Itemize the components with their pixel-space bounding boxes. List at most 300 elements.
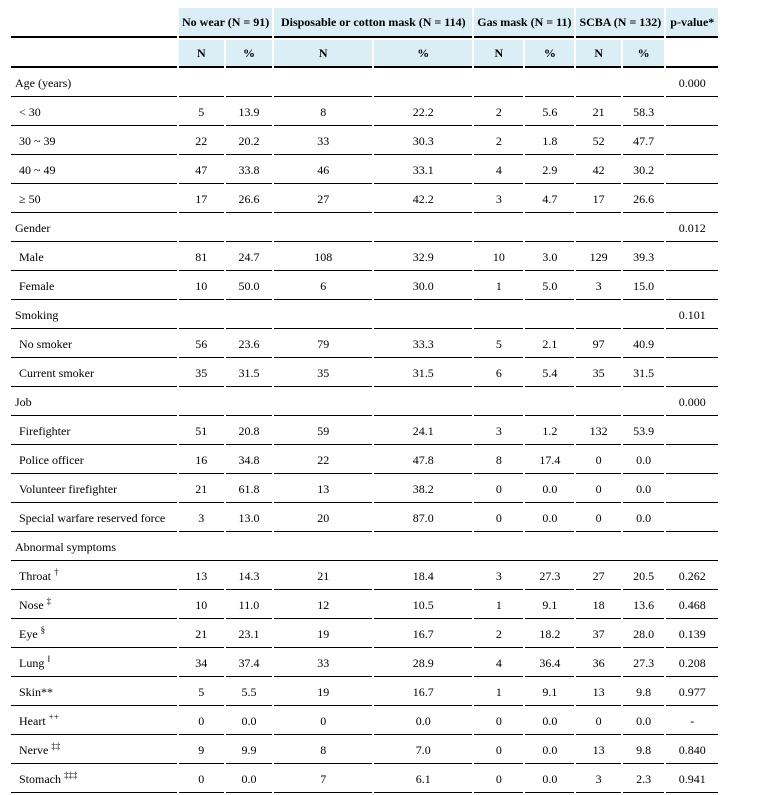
count-cell: 0 xyxy=(576,505,620,532)
table-row xyxy=(11,99,718,126)
percent-cell: 31.5 xyxy=(623,360,664,387)
count-cell: 8 xyxy=(274,737,372,764)
count-cell: 35 xyxy=(179,360,224,387)
p-value-cell: 0.000 xyxy=(666,70,718,97)
count-cell: 10 xyxy=(179,273,224,300)
count-cell: 0 xyxy=(474,505,523,532)
count-cell: 1 xyxy=(474,592,523,619)
percent-cell: 36.4 xyxy=(525,650,574,677)
percent-cell: 30.2 xyxy=(623,157,664,184)
percent-cell: 58.3 xyxy=(623,99,664,126)
count-cell: 10 xyxy=(474,244,523,271)
count-cell: 27 xyxy=(274,186,372,213)
p-value-cell xyxy=(666,331,718,358)
percent-cell: 38.2 xyxy=(374,476,472,503)
section-title: Smoking xyxy=(11,302,177,329)
count-cell: 0 xyxy=(576,447,620,474)
data-table xyxy=(9,6,720,795)
count-cell: 0 xyxy=(474,708,523,735)
percent-cell: 30.0 xyxy=(374,273,472,300)
p-value-cell xyxy=(666,360,718,387)
empty-cell xyxy=(623,215,664,242)
subheader-n: N xyxy=(274,40,372,68)
row-label: Throat xyxy=(19,568,51,583)
count-cell: 21 xyxy=(576,99,620,126)
table-row xyxy=(11,273,718,300)
subheader-pct: % xyxy=(226,40,273,68)
row-label-cell xyxy=(11,244,177,271)
percent-cell: 0.0 xyxy=(374,708,472,735)
percent-cell: 13.9 xyxy=(226,99,273,126)
row-label: Firefighter xyxy=(19,423,71,438)
count-cell: 129 xyxy=(576,244,620,271)
percent-cell: 11.0 xyxy=(226,592,273,619)
count-cell: 1 xyxy=(474,273,523,300)
empty-cell xyxy=(525,389,574,416)
percent-cell: 20.2 xyxy=(226,128,273,155)
percent-cell: 0.0 xyxy=(525,708,574,735)
row-label-cell xyxy=(11,737,177,764)
percent-cell: 32.9 xyxy=(374,244,472,271)
percent-cell: 5.4 xyxy=(525,360,574,387)
row-label: Nose xyxy=(19,597,44,612)
header-blank xyxy=(666,40,718,68)
header-p-value: p-value* xyxy=(666,8,718,38)
count-cell: 17 xyxy=(576,186,620,213)
subheader-n: N xyxy=(179,40,224,68)
subheader-pct: % xyxy=(623,40,664,68)
percent-cell: 39.3 xyxy=(623,244,664,271)
table-row xyxy=(11,331,718,358)
percent-cell: 30.3 xyxy=(374,128,472,155)
table-row xyxy=(11,621,718,648)
count-cell: 6 xyxy=(274,273,372,300)
count-cell: 16 xyxy=(179,447,224,474)
p-value-cell xyxy=(666,447,718,474)
p-value-cell: 0.262 xyxy=(666,563,718,590)
percent-cell: 53.9 xyxy=(623,418,664,445)
row-label: Female xyxy=(19,278,55,293)
empty-cell xyxy=(274,302,372,329)
table-row xyxy=(11,737,718,764)
count-cell: 9 xyxy=(179,737,224,764)
count-cell: 33 xyxy=(274,128,372,155)
empty-cell xyxy=(474,70,523,97)
count-cell: 1 xyxy=(474,679,523,706)
row-label-cell xyxy=(11,273,177,300)
count-cell: 2 xyxy=(474,99,523,126)
percent-cell: 1.8 xyxy=(525,128,574,155)
count-cell: 17 xyxy=(179,186,224,213)
percent-cell: 24.7 xyxy=(226,244,273,271)
count-cell: 19 xyxy=(274,679,372,706)
row-label-cell xyxy=(11,447,177,474)
percent-cell: 0.0 xyxy=(623,708,664,735)
empty-cell xyxy=(226,302,273,329)
empty-cell xyxy=(623,302,664,329)
row-label-cell xyxy=(11,621,177,648)
empty-cell xyxy=(226,389,273,416)
percent-cell: 13.0 xyxy=(226,505,273,532)
count-cell: 79 xyxy=(274,331,372,358)
percent-cell: 2.9 xyxy=(525,157,574,184)
percent-cell: 10.5 xyxy=(374,592,472,619)
table-row xyxy=(11,128,718,155)
percent-cell: 40.9 xyxy=(623,331,664,358)
percent-cell: 5.6 xyxy=(525,99,574,126)
count-cell: 0 xyxy=(474,476,523,503)
percent-cell: 17.4 xyxy=(525,447,574,474)
percent-cell: 33.8 xyxy=(226,157,273,184)
empty-cell xyxy=(374,389,472,416)
empty-cell xyxy=(374,215,472,242)
row-label-cell xyxy=(11,186,177,213)
percent-cell: 31.5 xyxy=(374,360,472,387)
empty-cell xyxy=(623,70,664,97)
percent-cell: 27.3 xyxy=(525,563,574,590)
row-label-cell xyxy=(11,563,177,590)
row-label-cell xyxy=(11,650,177,677)
percent-cell: 22.2 xyxy=(374,99,472,126)
percent-cell: 0.0 xyxy=(226,708,273,735)
p-value-cell: 0.468 xyxy=(666,592,718,619)
percent-cell: 27.3 xyxy=(623,650,664,677)
subheader-n: N xyxy=(576,40,620,68)
percent-cell: 18.2 xyxy=(525,621,574,648)
count-cell: 46 xyxy=(274,157,372,184)
empty-cell xyxy=(474,302,523,329)
row-label: Police officer xyxy=(19,452,84,467)
empty-cell xyxy=(179,389,224,416)
percent-cell: 0.0 xyxy=(525,737,574,764)
empty-cell xyxy=(576,70,620,97)
percent-cell: 9.1 xyxy=(525,592,574,619)
count-cell: 0 xyxy=(474,737,523,764)
percent-cell: 28.0 xyxy=(623,621,664,648)
count-cell: 35 xyxy=(274,360,372,387)
table-row xyxy=(11,476,718,503)
section-row xyxy=(11,534,718,561)
count-cell: 0 xyxy=(179,708,224,735)
p-value-cell xyxy=(666,505,718,532)
table-row xyxy=(11,563,718,590)
count-cell: 13 xyxy=(576,737,620,764)
p-value-cell xyxy=(666,186,718,213)
row-label: < 30 xyxy=(19,104,41,119)
row-label: Special warfare reserved force xyxy=(19,510,166,525)
count-cell: 0 xyxy=(474,766,523,793)
percent-cell: 0.0 xyxy=(525,476,574,503)
table-row xyxy=(11,418,718,445)
empty-cell xyxy=(274,70,372,97)
row-label-cell xyxy=(11,99,177,126)
table-row xyxy=(11,592,718,619)
percent-cell: 0.0 xyxy=(525,766,574,793)
header-blank xyxy=(11,8,177,38)
percent-cell: 24.1 xyxy=(374,418,472,445)
empty-cell xyxy=(179,70,224,97)
p-value-cell xyxy=(666,157,718,184)
percent-cell: 47.7 xyxy=(623,128,664,155)
count-cell: 12 xyxy=(274,592,372,619)
p-value-cell: - xyxy=(666,708,718,735)
footnote-mark: ‖ xyxy=(47,653,50,664)
count-cell: 4 xyxy=(474,157,523,184)
table-row xyxy=(11,157,718,184)
count-cell: 19 xyxy=(274,621,372,648)
count-cell: 132 xyxy=(576,418,620,445)
section-row xyxy=(11,215,718,242)
empty-cell xyxy=(474,389,523,416)
percent-cell: 1.2 xyxy=(525,418,574,445)
count-cell: 56 xyxy=(179,331,224,358)
count-cell: 37 xyxy=(576,621,620,648)
p-value-cell xyxy=(666,99,718,126)
row-label-cell xyxy=(11,157,177,184)
row-label: Heart xyxy=(19,713,46,728)
row-label-cell xyxy=(11,128,177,155)
header-blank xyxy=(11,40,177,68)
row-label-cell xyxy=(11,766,177,793)
table-row xyxy=(11,650,718,677)
percent-cell: 33.3 xyxy=(374,331,472,358)
row-label: Lung xyxy=(19,655,45,670)
percent-cell: 23.6 xyxy=(226,331,273,358)
percent-cell: 16.7 xyxy=(374,679,472,706)
section-title: Age (years) xyxy=(11,70,177,97)
count-cell: 22 xyxy=(179,128,224,155)
percent-cell: 26.6 xyxy=(226,186,273,213)
p-value-cell: 0.208 xyxy=(666,650,718,677)
p-value-cell: 0.941 xyxy=(666,766,718,793)
row-label: ≥ 50 xyxy=(19,191,41,206)
count-cell: 18 xyxy=(576,592,620,619)
row-label: Eye xyxy=(19,626,38,641)
count-cell: 81 xyxy=(179,244,224,271)
count-cell: 59 xyxy=(274,418,372,445)
count-cell: 7 xyxy=(274,766,372,793)
count-cell: 13 xyxy=(274,476,372,503)
p-value-cell: 0.012 xyxy=(666,215,718,242)
row-label: Current smoker xyxy=(19,365,94,380)
percent-cell: 23.1 xyxy=(226,621,273,648)
table-row xyxy=(11,360,718,387)
p-value-cell: 0.101 xyxy=(666,302,718,329)
p-value-cell: 0.139 xyxy=(666,621,718,648)
subheader-pct: % xyxy=(374,40,472,68)
percent-cell: 20.8 xyxy=(226,418,273,445)
row-label-cell xyxy=(11,418,177,445)
table-row xyxy=(11,244,718,271)
empty-cell xyxy=(576,215,620,242)
header-disposable-mask: Disposable or cotton mask (N = 114) xyxy=(274,8,472,38)
row-label: Volunteer firefighter xyxy=(19,481,118,496)
count-cell: 27 xyxy=(576,563,620,590)
percent-cell: 0.0 xyxy=(623,505,664,532)
count-cell: 3 xyxy=(179,505,224,532)
percent-cell: 16.7 xyxy=(374,621,472,648)
percent-cell: 31.5 xyxy=(226,360,273,387)
count-cell: 21 xyxy=(274,563,372,590)
count-cell: 47 xyxy=(179,157,224,184)
count-cell: 10 xyxy=(179,592,224,619)
footnote-mark: ‡ xyxy=(46,595,52,606)
percent-cell: 0.0 xyxy=(623,476,664,503)
section-row xyxy=(11,302,718,329)
footnote-mark: † xyxy=(54,566,59,577)
section-title: Job xyxy=(11,389,177,416)
p-value-cell xyxy=(666,128,718,155)
header-gas-mask: Gas mask (N = 11) xyxy=(474,8,574,38)
empty-cell xyxy=(179,302,224,329)
percent-cell: 14.3 xyxy=(226,563,273,590)
percent-cell: 5.0 xyxy=(525,273,574,300)
percent-cell: 0.0 xyxy=(525,505,574,532)
footnote-mark: ‡‡ xyxy=(51,740,61,751)
header-no-wear: No wear (N = 91) xyxy=(179,8,272,38)
empty-cell xyxy=(374,70,472,97)
percent-cell: 87.0 xyxy=(374,505,472,532)
percent-cell: 0.0 xyxy=(226,766,273,793)
row-label: Male xyxy=(19,249,44,264)
subheader-n: N xyxy=(474,40,523,68)
count-cell: 13 xyxy=(179,563,224,590)
p-value-cell xyxy=(666,418,718,445)
count-cell: 0 xyxy=(576,476,620,503)
count-cell: 52 xyxy=(576,128,620,155)
count-cell: 21 xyxy=(179,621,224,648)
p-value-cell xyxy=(666,273,718,300)
percent-cell: 6.1 xyxy=(374,766,472,793)
p-value-cell: 0.000 xyxy=(666,389,718,416)
empty-cell xyxy=(274,389,372,416)
count-cell: 2 xyxy=(474,621,523,648)
count-cell: 0 xyxy=(274,708,372,735)
row-label: Nerve xyxy=(19,742,49,757)
percent-cell: 20.5 xyxy=(623,563,664,590)
p-value-cell: 0.840 xyxy=(666,737,718,764)
percent-cell: 42.2 xyxy=(374,186,472,213)
percent-cell: 7.0 xyxy=(374,737,472,764)
empty-cell xyxy=(474,215,523,242)
count-cell: 2 xyxy=(474,128,523,155)
percent-cell: 33.1 xyxy=(374,157,472,184)
percent-cell: 28.9 xyxy=(374,650,472,677)
count-cell: 3 xyxy=(474,563,523,590)
count-cell: 108 xyxy=(274,244,372,271)
section-row xyxy=(11,70,718,97)
section-title: Abnormal symptoms xyxy=(11,534,718,561)
count-cell: 0 xyxy=(576,708,620,735)
count-cell: 22 xyxy=(274,447,372,474)
percent-cell: 9.9 xyxy=(226,737,273,764)
count-cell: 3 xyxy=(474,186,523,213)
empty-cell xyxy=(525,302,574,329)
table-row xyxy=(11,186,718,213)
count-cell: 13 xyxy=(576,679,620,706)
row-label-cell xyxy=(11,679,177,706)
header-row-groups xyxy=(11,8,718,38)
count-cell: 5 xyxy=(474,331,523,358)
table-row xyxy=(11,679,718,706)
empty-cell xyxy=(179,215,224,242)
empty-cell xyxy=(274,215,372,242)
header-scba: SCBA (N = 132) xyxy=(576,8,664,38)
count-cell: 42 xyxy=(576,157,620,184)
count-cell: 35 xyxy=(576,360,620,387)
table-row xyxy=(11,447,718,474)
count-cell: 6 xyxy=(474,360,523,387)
count-cell: 33 xyxy=(274,650,372,677)
footnote-mark: ‡‡‡ xyxy=(64,769,78,780)
percent-cell: 9.1 xyxy=(525,679,574,706)
percent-cell: 0.0 xyxy=(623,447,664,474)
row-label: 40 ~ 49 xyxy=(19,162,56,177)
count-cell: 34 xyxy=(179,650,224,677)
count-cell: 20 xyxy=(274,505,372,532)
count-cell: 0 xyxy=(179,766,224,793)
count-cell: 8 xyxy=(274,99,372,126)
count-cell: 3 xyxy=(576,766,620,793)
count-cell: 21 xyxy=(179,476,224,503)
subheader-pct: % xyxy=(525,40,574,68)
percent-cell: 18.4 xyxy=(374,563,472,590)
percent-cell: 2.1 xyxy=(525,331,574,358)
section-row xyxy=(11,389,718,416)
empty-cell xyxy=(525,70,574,97)
empty-cell xyxy=(576,302,620,329)
row-label-cell xyxy=(11,476,177,503)
row-label: Skin** xyxy=(19,684,54,699)
table-row xyxy=(11,708,718,735)
count-cell: 36 xyxy=(576,650,620,677)
percent-cell: 4.7 xyxy=(525,186,574,213)
empty-cell xyxy=(525,215,574,242)
count-cell: 4 xyxy=(474,650,523,677)
p-value-cell: 0.977 xyxy=(666,679,718,706)
row-label: Stomach xyxy=(19,771,61,786)
percent-cell: 26.6 xyxy=(623,186,664,213)
table-row xyxy=(11,505,718,532)
percent-cell: 37.4 xyxy=(226,650,273,677)
percent-cell: 2.3 xyxy=(623,766,664,793)
row-label-cell xyxy=(11,331,177,358)
percent-cell: 34.8 xyxy=(226,447,273,474)
header-row-sub xyxy=(11,40,718,68)
table-row xyxy=(11,766,718,793)
percent-cell: 47.8 xyxy=(374,447,472,474)
percent-cell: 3.0 xyxy=(525,244,574,271)
percent-cell: 5.5 xyxy=(226,679,273,706)
row-label: No smoker xyxy=(19,336,72,351)
count-cell: 8 xyxy=(474,447,523,474)
count-cell: 3 xyxy=(576,273,620,300)
percent-cell: 61.8 xyxy=(226,476,273,503)
count-cell: 97 xyxy=(576,331,620,358)
section-title: Gender xyxy=(11,215,177,242)
percent-cell: 15.0 xyxy=(623,273,664,300)
empty-cell xyxy=(226,70,273,97)
count-cell: 3 xyxy=(474,418,523,445)
count-cell: 5 xyxy=(179,99,224,126)
row-label-cell xyxy=(11,708,177,735)
percent-cell: 13.6 xyxy=(623,592,664,619)
p-value-cell xyxy=(666,476,718,503)
footnote-mark: § xyxy=(40,624,46,635)
empty-cell xyxy=(576,389,620,416)
percent-cell: 50.0 xyxy=(226,273,273,300)
row-label-cell xyxy=(11,592,177,619)
